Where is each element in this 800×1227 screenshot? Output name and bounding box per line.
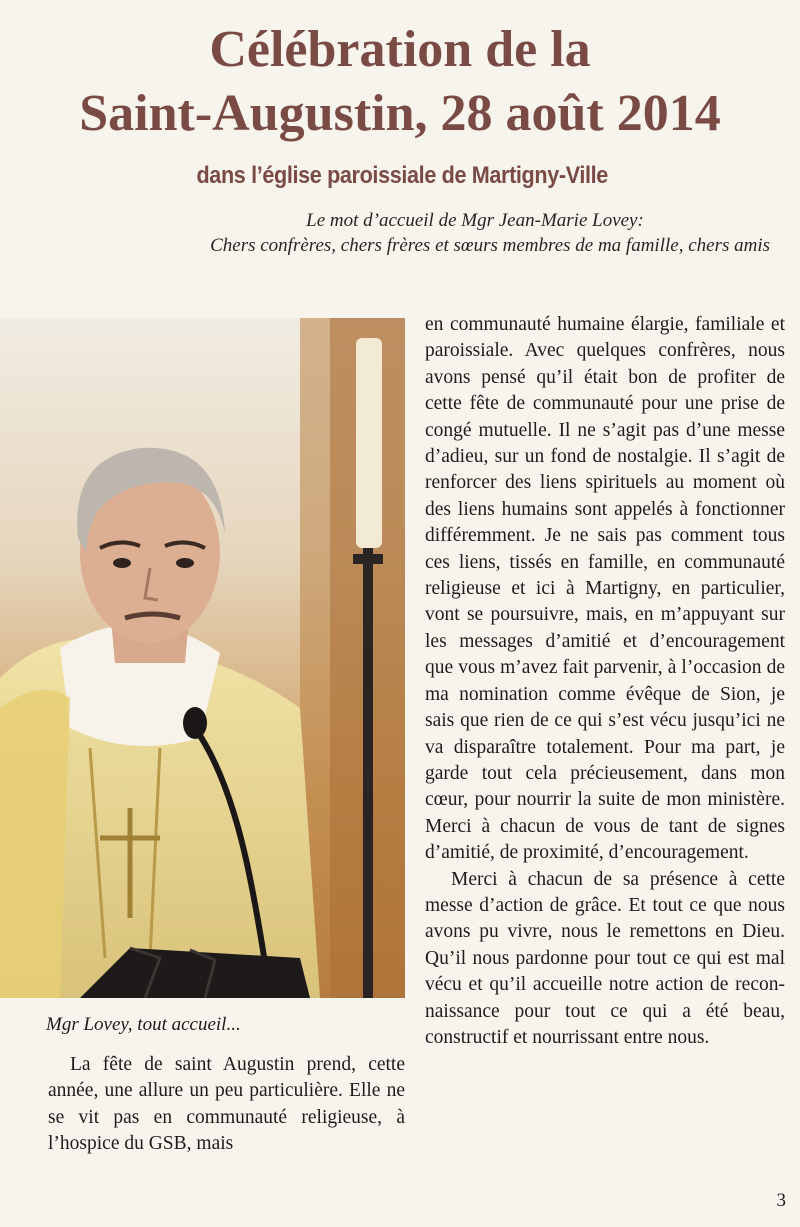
photo-caption: Mgr Lovey, tout accueil... <box>46 1014 241 1035</box>
left-column <box>48 1052 405 1158</box>
bishop-photo <box>0 318 405 998</box>
intro-block <box>60 208 780 258</box>
bishop-photo-illustration <box>0 318 405 998</box>
right-column <box>425 312 785 1051</box>
title-line-1: Célébration de la <box>209 21 591 78</box>
title-line-2: Saint-Augustin, 28 août 2014 <box>79 85 721 142</box>
right-paragraph-1: en communauté humaine élargie, familiale et paroissiale. Avec quelques confrères, nous avons pensé qu’il était bon de profiter de cette fête de communauté pour une prise de congé mutuelle. Il ne s’agit pas d’une messe d’adieu, sur un fond de nostalgie. Il s’agit de renforcer des liens spirituels au moment où des liens humains sont appelés à fonctionner différemment. Je ne sais pas comment tous ces liens, tissés en famille, en communauté religieuse et ici à Martigny, en particulier, vont se poursuivre, mais, en m’appuyant sur les messages d’amitié et d’encouragement que vous m’avez fait parvenir, à l’occasion de ma nomination comme évêque de Sion, je sais que rien de ce qui s’est vécu jusqu’ici ne va disparaître totalement. Pour ma part, je garde tout cela précieusement, dans mon cœur, pour nourrir la suite de mon ministère. Merci à chacun de vous de tant de signes d’amitié, de proximité, d’encouragement. <box>425 314 785 864</box>
left-paragraph: La fête de saint Augustin prend, cette année, une allure un peu particulière. Elle ne se vit pas en communauté religieuse, à l’hospice du GSB, mais <box>48 1054 405 1155</box>
article-title <box>0 18 800 146</box>
article-subtitle: dans l’église paroissiale de Martigny-Ville <box>196 162 608 189</box>
intro-line-1: Le mot d’accueil de Mgr Jean-Marie Lovey: <box>306 210 644 231</box>
right-paragraph-2: Merci à chacun de sa présence à cette messe d’action de grâce. Et tout ce que nous avons pu vivre, nous le remettons en Dieu. Qu’il nous pardonne pour tout ce qui est mal vécu et qu’il accueille notre action de reconnaissance pour tout ce qui a été beau, constructif et nourrissant entre nous. <box>425 868 785 1048</box>
intro-line-2: Chers confrères, chers frères et sœurs membres de ma famille, chers amis <box>210 235 770 256</box>
page-number: 3 <box>776 1190 786 1211</box>
